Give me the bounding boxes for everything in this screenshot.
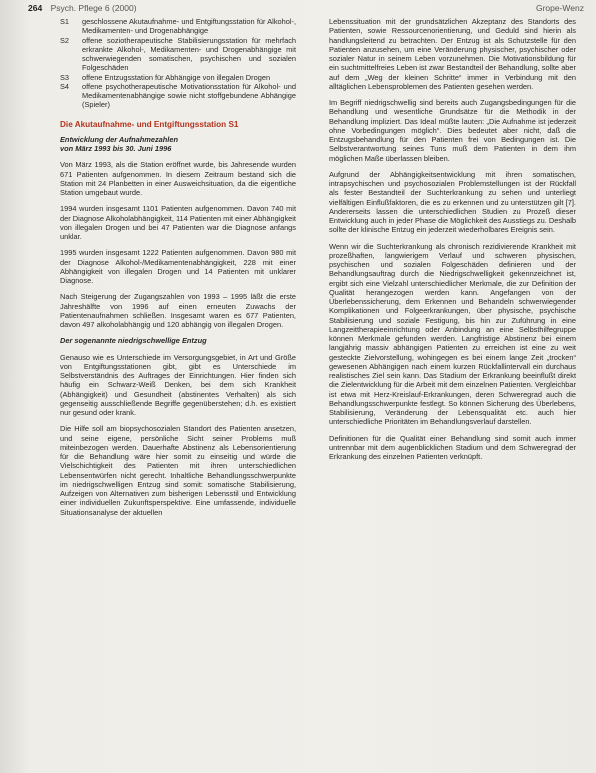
list-item-text: offene soziotherapeutische Stabilisierungsstation für mehrfach erkrankte Alkohol-, Medikamenten- und Drogenabhängige mit schwerwiegenden somatischen, psychischen und sozialen Folgeschäden [82, 35, 296, 73]
list-item-number: S4 [60, 81, 70, 91]
running-title: Psych. Pflege 6 (2000) [50, 3, 137, 13]
paragraph: Im Begriff niedrigschwellig sind bereits auch Zugangsbedingungen für die Behandlung und wesentliche Grundsätze für die Methodik in der Behandlung impliziert. Das Ideal müßte lauten: „Die Aufnahme ist jederzeit ohne Vorbedingungen möglich“. Dies bedeutet aber nicht, daß die Entzugsbehandlung für den Patienten frei von Bedingungen ist. Die Selbstverantwortung seines Tuns muß dem Patienten in dem ihm möglichen Maße überlassen bleiben. [329, 98, 576, 163]
section-heading: Die Akutaufnahme- und Entgiftungsstation S1 [60, 119, 239, 129]
station-list [60, 17, 296, 110]
list-item-number: S2 [60, 35, 70, 45]
paragraph: 1994 wurden insgesamt 1101 Patienten aufgenommen. Davon 740 mit der Diagnose Alkoholabhängigkeit, 114 Patienten mit einer Abhängigkeit von illegalen Drogen und bei 47 Patienten war die Diagnose anfangs unklar. [60, 204, 296, 241]
paragraph: Aufgrund der Abhängigkeitsentwicklung mit ihren somatischen, intrapsychischen und psychosozialen Problemstellungen ist der Rückfall als fester Bestandteil der Suchterkrankung zu sehen und unterliegt vielfältigen Einflußfaktoren, die es zu erkennen und zu unterstützen gilt [7]. Andererseits lassen die unterschiedlichen Studien zu Prozeß dieser Entwicklung auch in jeder Phase die Möglichkeit des Ausstiegs zu. Deshalb sollte der klinische Entzug ein jederzeit wiederholbares Ereignis sein. [329, 169, 576, 235]
list-item [60, 73, 296, 82]
subheading-low-threshold: Der sogenannte niedrigschwellige Entzug [60, 336, 207, 346]
paragraph: Nach Steigerung der Zugangszahlen von 1993 – 1995 läßt die erste Jahreshälfte von 1996 auf einen erneuten Zuwachs der Patientenaufnahmen schließen. Insgesamt waren es 677 Patienten, davon 497 alkoholabhängig und 120 abhängig von illegalen Drogen. [60, 292, 296, 329]
subheading-line: Entwicklung der Aufnahmezahlen [60, 134, 178, 144]
paragraph: Von März 1993, als die Station eröffnet wurde, bis Jahresende wurden 671 Patienten aufgenommen. In diesem Zeitraum bestand sich die Station mit 24 Planbetten in einer Ausweichsituation, da die eigentliche Station umgebaut wurde. [60, 160, 296, 197]
paragraph: Lebenssituation mit der grundsätzlichen Akzeptanz des Standorts des Patienten, sowie Ressourcenorientierung, und Geduld sind hierin als handlungsleitend zu betrachten. Der Entzug ist als Schutzstelle für den Patienten anzusehen, um eine Veränderung physischer, psychischer oder sozialer Natur in seinem Leben vorzunehmen. Die Motivationsbildung für ein suchtmittelfreies Leben ist zwar Bestandteil der Behandlung, sollte aber auf dem „Weg der kleinen Schritte“ immer in Verbindung mit den alltäglichen Lebensproblemen des Patienten gesehen werden. [329, 17, 576, 91]
left-column [60, 17, 296, 524]
list-item [60, 82, 296, 110]
list-item-text: offene Entzugsstation für Abhängige von illegalen Drogen [82, 72, 271, 82]
list-item-number: S3 [60, 72, 70, 82]
page-number: 264 [28, 3, 43, 13]
paragraph: Definitionen für die Qualität einer Behandlung sind somit auch immer untrennbar mit dem augenblicklichen Stadium und dem Schweregrad der Erkrankung des einzelnen Patienten verknüpft. [329, 433, 576, 461]
paragraph: Genauso wie es Unterschiede im Versorgungsgebiet, in Art und Größe von Entgiftungsstationen gibt, gibt es Unterschiede im Selbstverständnis des Auftrages der Einrichtungen. Hier finden sich häufig ein Schwarz-Weiß Denken, bei dem sich Krankheit (Abhängigkeit) und Gesundheit (abstinentes Verhalten) als sich gegenseitig ausschließende Begriffe gegenüberstehen; d.h. es existiert nur gesund oder krank. [60, 352, 296, 417]
paragraph: Die Hilfe soll am biopsychosozialen Standort des Patienten ansetzen, und seine eigene, persönliche Sicht seiner Problems muß miteinbezogen werden. Dauerhafte Abstinenz als Lebensorientierung für die Behandlung wäre hier somit zu einseitig und würde die Vielschichtigkeit des Patienten mit ihren unterschiedlichen Lebensentwürfen nicht gerecht. Inhaltliche Behandlungsschwerpunkte im niedrigschwelligen Entzug sind somit: somatische Stabilisierung, Aufzeigen von Alternativen zum bisherigen Lebensstil und Entwicklung einer individuellen Zukunftsperspektive. Eine umfassende, individuelle Situationsanalyse der aktuellen [60, 424, 296, 517]
list-item-number: S1 [60, 17, 70, 26]
list-item-text: geschlossene Akutaufnahme- und Entgiftungsstation für Alkohol-, Medikamenten- und Drogenabhängige [82, 17, 296, 36]
paragraph: Wenn wir die Suchterkrankung als chronisch rezidivierende Krankheit mit prozeßhaften, langwierigem Verlauf und schweren physischen, psychischen und sozialen Folgeschäden definieren und der Behandlungsauftrag durch die Niedrigschwelligkeit gekennzeichnet ist, ergibt sich eine Vielzahl unterschiedlicher Merkmale, die zur Definition der Qualität herangezogen werden kann. Angefangen von der Überlebenssicherung, dem Erkennen und Behandeln schwerwiegender Komplikationen und Folgeerkrankungen, über physische, psychische Stabilisierung und soziale Festigung, bis hin zur Zuführung in eine Langzeittherapieeinrichtung oder Anbindung an eine Selbsthilfegruppe können Merkmale gefunden werden. Langfristige Abstinenz bei einem langjährig massiv abhängigen Patienten zu erreichen ist eine zu weit gesteckte Zielvorstellung, wohingegen es bei einem lange Zeit „trocken“ gewesenen Abhängigen nach einem kurzen Rückfallintervall ein durchaus realistisches Ziel sein kann. Das Stadium der Erkrankung beeinflußt direkt die Zielentwicklung für die Arbeit mit dem einzelnen Patienten. Vergleichbar ist etwa mit Herz-Kreislauf-Erkrankungen, deren Schweregrad auch die Behandlungsschwerpunkte festlegt. So können Sicherung des Überlebens, Stabilisierung, Veränderung der Lebensqualität etc. auch hier unterschiedliche Prioritäten im Behandlungsverlauf darstellen. [329, 241, 576, 427]
paragraph: 1995 wurden insgesamt 1222 Patienten aufgenommen. Davon 980 mit der Diagnose Alkohol-/Medikamentenabhängigkeit, 228 mit einer Abhängigkeit von illegalen Drogen und 14 Patienten mit unklarer Diagnose. [60, 248, 296, 285]
list-item-text: offene psychotherapeutische Motivationsstation für Alkohol- und Medikamentenabhängige sowie nicht stoffgebundene Abhängige (Spieler) [82, 81, 296, 110]
page-header [28, 3, 584, 17]
right-column [329, 17, 576, 468]
list-item [60, 17, 296, 36]
subheading-admissions [60, 135, 296, 154]
subheading-line: von März 1993 bis 30. Juni 1996 [60, 144, 172, 153]
list-item [60, 36, 296, 73]
author-name: Grope-Wenz [535, 3, 584, 13]
